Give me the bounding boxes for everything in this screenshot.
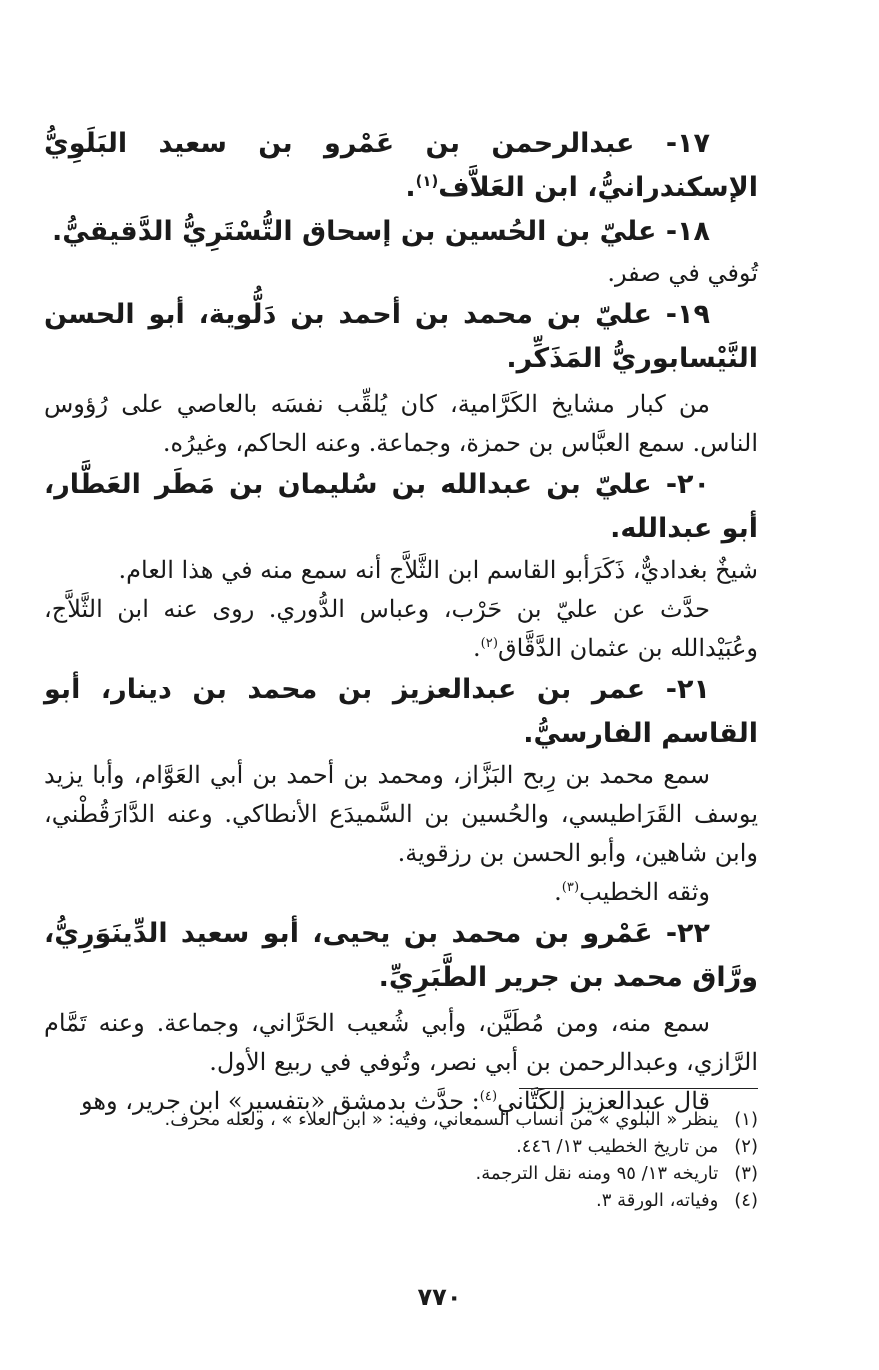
entry-17-heading <box>44 122 758 210</box>
footnote-2-number: (٢) <box>734 1136 758 1157</box>
entry-20-text-2 <box>44 590 758 668</box>
entry-22-heading: ٢٢- عَمْرو بن محمد بن يحيى، أبو سعيد الدِّينَوَرِيُّ، ورَّاق محمد بن جرير الطَّبَرِيِّ. <box>44 918 758 993</box>
entry-22-text-2-before: قال عبدالعزيز الكَتَّاني <box>497 1087 710 1115</box>
main-text <box>44 122 758 1121</box>
entry-20-text-2-end: . <box>472 634 481 662</box>
entry-21-heading: ٢١- عمر بن عبدالعزيز بن محمد بن دينار، أبو القاسم الفارسيُّ. <box>44 674 758 749</box>
footnote-2-text: من تاريخ الخطيب ١٣/ ٤٤٦. <box>516 1136 719 1157</box>
footnote-4-text: وفياته، الورقة ٣. <box>596 1190 719 1211</box>
entry-21-text-2-end: . <box>554 878 562 906</box>
entry-17-text: ١٧- عبدالرحمن بن عَمْرو بن سعيد البَلَوِيُّ الإسكندرانيُّ، ابن العَلاَّف <box>44 128 758 203</box>
footnote-ref-2: (٢) <box>480 636 499 651</box>
footnote-1-number: (١) <box>734 1109 758 1130</box>
entry-20-text-1: شيخٌ بغداديٌّ، ذَكَرَأبو القاسم ابن الثَّلاَّج أنه سمع منه في هذا العام. <box>118 556 758 584</box>
footnote-1 <box>44 1106 758 1133</box>
entry-18-heading: ١٨- عليّ بن الحُسين بن إسحاق التُّسْتَرِيُّ الدَّقيقيُّ. <box>52 216 710 247</box>
entry-19-heading: ١٩- عليّ بن محمد بن أحمد بن دَلُّوية، أبو الحسن النَّيْسابوريُّ المَذَكِّر. <box>44 299 758 374</box>
footnote-4 <box>44 1187 758 1214</box>
entry-20-text-2-body: حدَّث عن عليّ بن حَرْب، وعباس الدُّوري. روى عنه ابن الثَّلاَّج، وعُبَيْدالله بن عثمان الدَّقَّاق <box>44 595 758 662</box>
entry-18-text: تُوفي في صفر. <box>607 259 758 287</box>
entry-21-text-2-body: وثقه الخطيب <box>579 878 710 906</box>
footnote-ref-3: (٣) <box>561 880 580 895</box>
footnotes <box>44 1106 758 1214</box>
entry-21-text-1: سمع محمد بن رِبح البَزَّاز، ومحمد بن أحمد بن أبي العَوَّام، وأبا يزيد يوسف القَرَاطيسي، والحُسين بن السَّميدَع الأنطاكي. وعنه الدَّارَقُطْني، وابن شاهين، وأبو الحسن بن رزقوية. <box>44 761 758 867</box>
footnote-ref-4: (٤) <box>479 1089 498 1104</box>
footnote-3-number: (٣) <box>734 1163 758 1184</box>
entry-17-end: . <box>405 172 416 203</box>
entry-22-text-1: سمع منه، ومن مُطَيَّن، وأبي شُعيب الحَرَّاني، وجماعة. وعنه تَمَّام الرَّازي، وعبدالرحمن بن أبي نصر، وتُوفي في ربيع الأول. <box>44 1009 758 1076</box>
footnote-4-number: (٤) <box>734 1190 758 1211</box>
footnote-2 <box>44 1133 758 1160</box>
footnote-3-text: تاريخه ١٣/ ٩٥ ومنه نقل الترجمة. <box>475 1163 719 1184</box>
footnote-3 <box>44 1160 758 1187</box>
footnote-1-text: ينظر « البلوي » من أنساب السمعاني، وفيه: « ابن العلاء » ، ولعله محرف. <box>164 1109 719 1130</box>
entry-21-text-2 <box>44 873 758 912</box>
footnote-separator <box>519 1088 758 1089</box>
entry-19-text: من كبار مشايخ الكَرَّامية، كان يُلقِّب نفسَه بالعاصي على رُؤوس الناس. سمع العبَّاس بن حمزة، وجماعة. وعنه الحاكم، وغيرُه. <box>44 390 758 457</box>
page-number: ٧٧٠ <box>417 1283 462 1311</box>
entry-20-heading: ٢٠- عليّ بن عبدالله بن سُليمان بن مَطَر العَطَّار، أبو عبدالله. <box>44 469 758 544</box>
entry-22-text-2-after: : حدَّث بدمشق «بتفسير» ابن جرير، وهو <box>80 1087 480 1115</box>
footnote-ref-1: (١) <box>415 172 439 190</box>
